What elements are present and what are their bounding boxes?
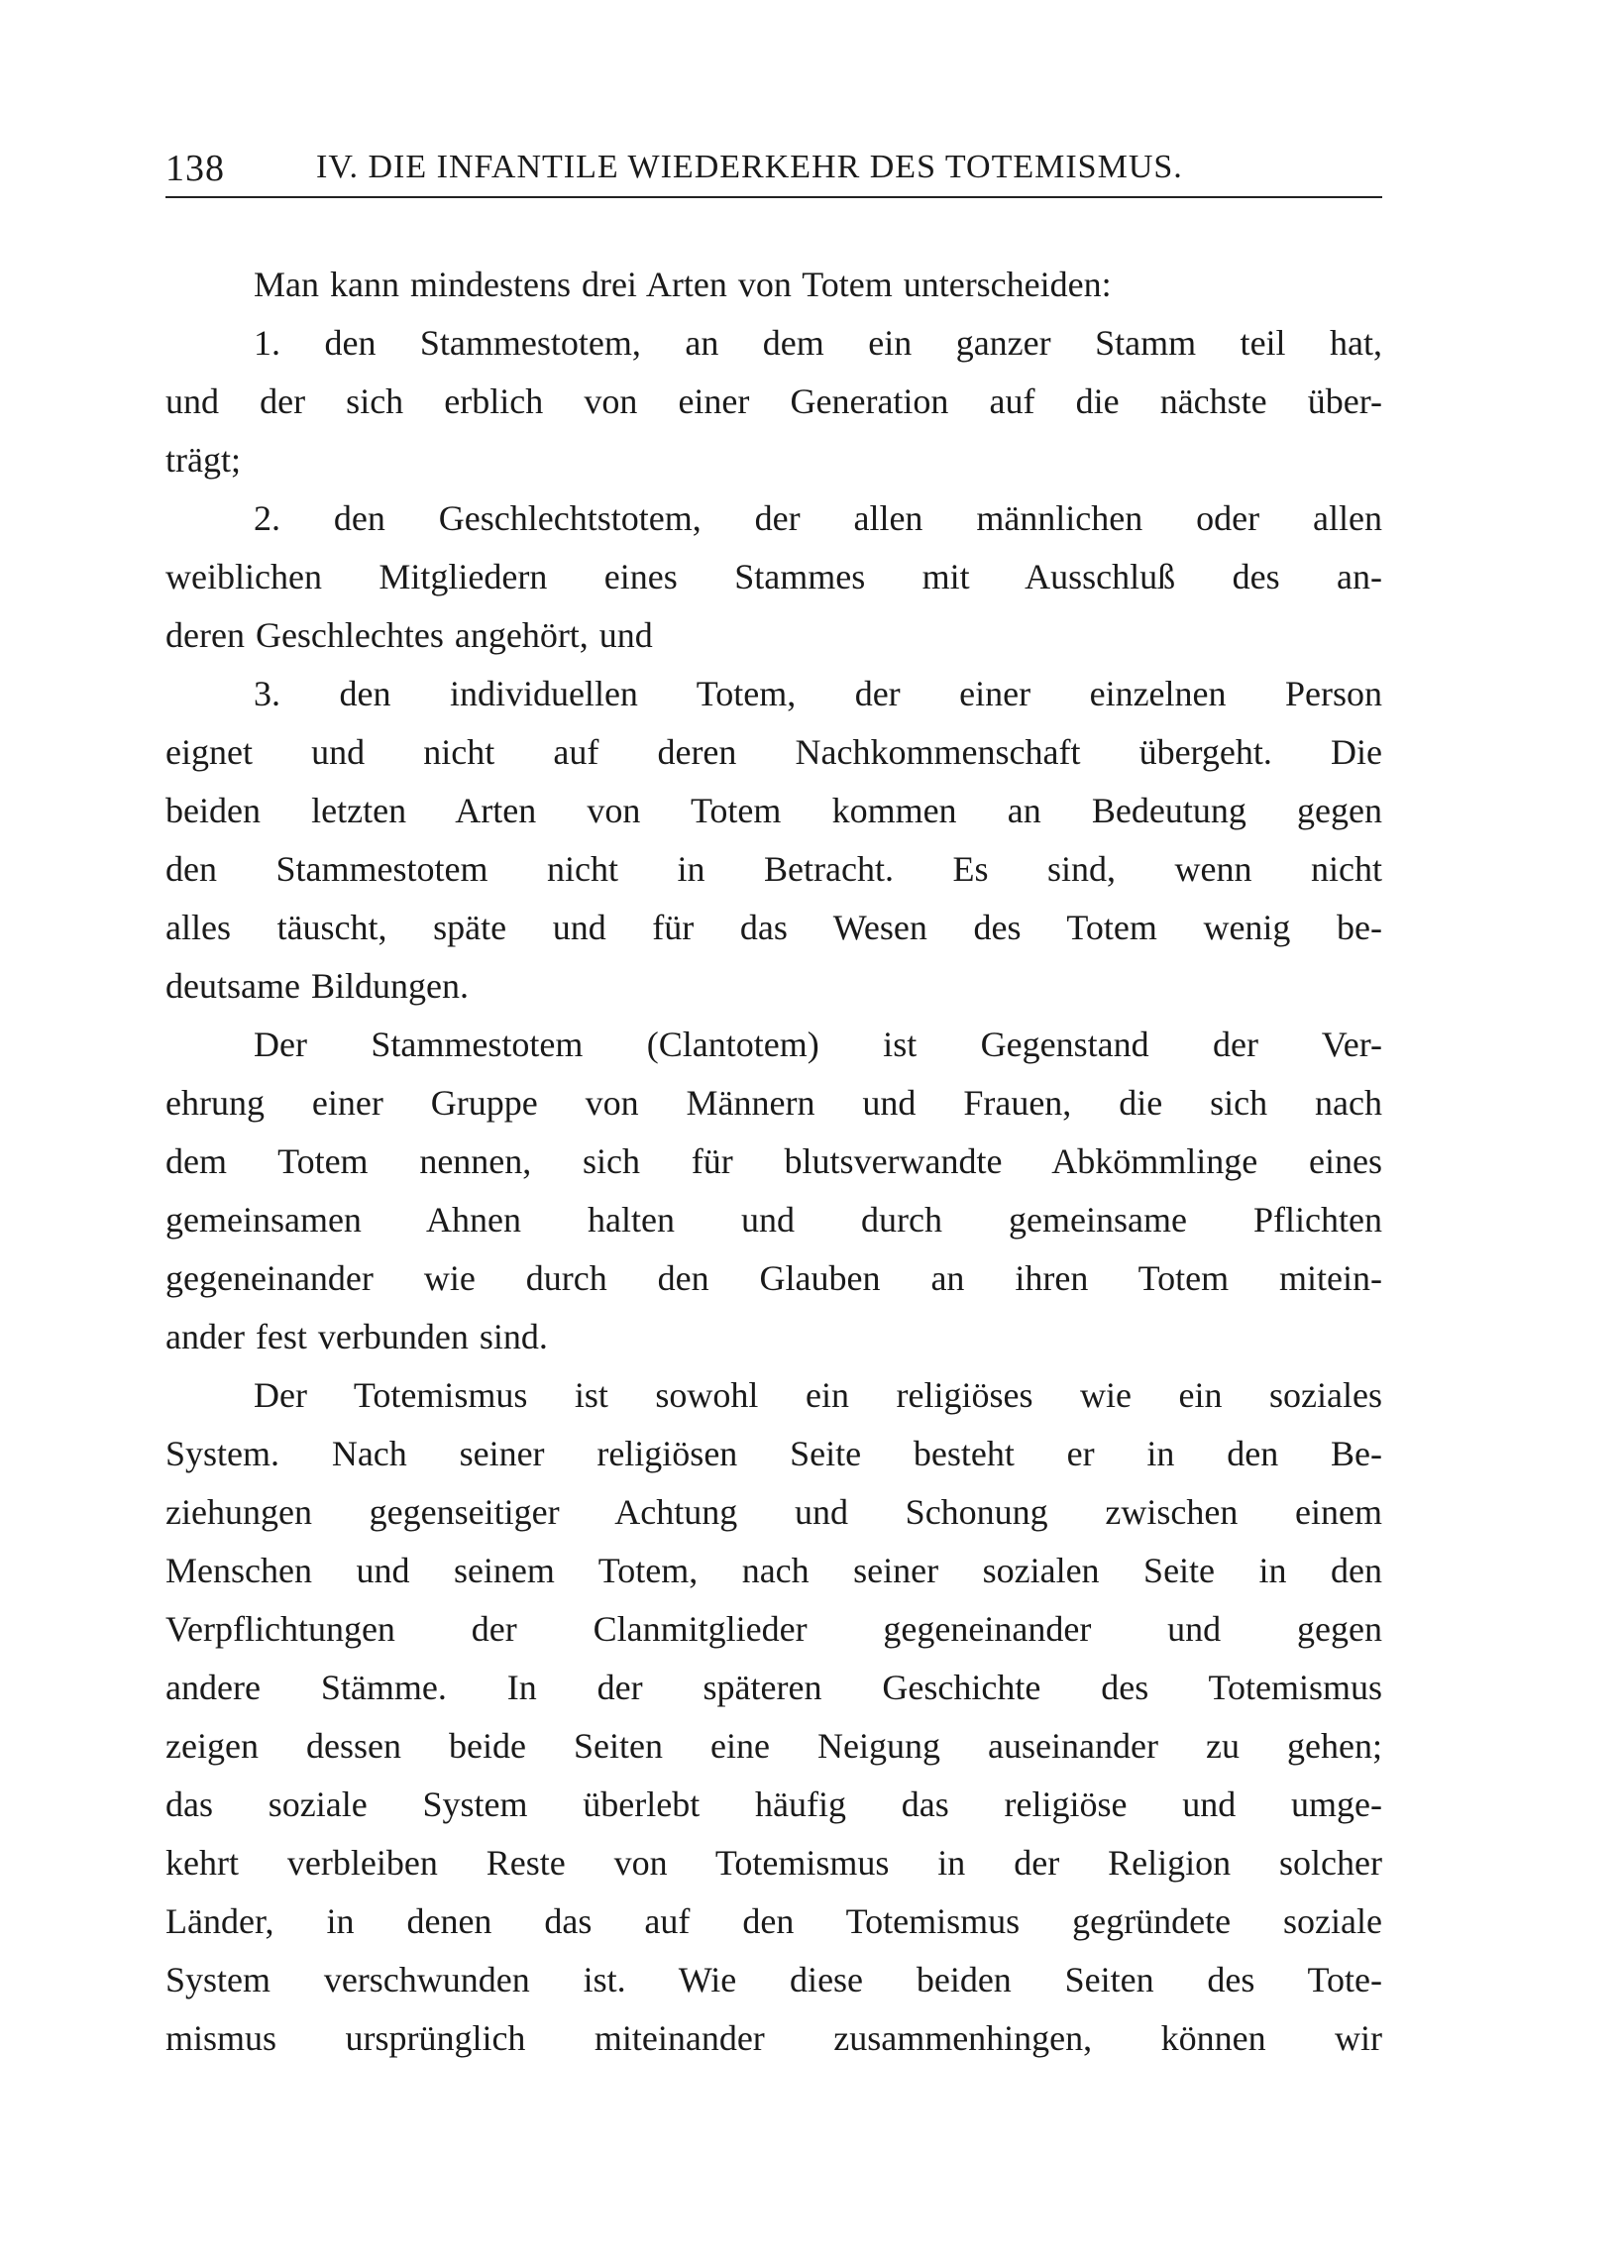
running-head [165, 139, 1382, 194]
text-line: ehrung einer Gruppe von Männern und Frauen, die sich nach [165, 1083, 1382, 1123]
paragraph-item-2 [165, 489, 1382, 665]
text-line: mismus ursprünglich miteinander zusammenhingen, können wir [165, 2018, 1382, 2058]
paragraph-intro [165, 256, 1382, 314]
text-line: gemeinsamen Ahnen halten und durch gemeinsame Pflichten [165, 1200, 1382, 1240]
text-line: alles täuscht, späte und für das Wesen des Totem wenig be- [165, 908, 1382, 947]
text-line: System. Nach seiner religiösen Seite besteht er in den Be- [165, 1434, 1382, 1473]
text-line: deutsame Bildungen. [165, 966, 469, 1006]
page-number: 138 [165, 148, 225, 189]
text-line: System verschwunden ist. Wie diese beiden Seiten des Tote- [165, 1960, 1382, 1999]
text-line: ziehungen gegenseitiger Achtung und Schonung zwischen einem [165, 1492, 1382, 1532]
text-line: kehrt verbleiben Reste von Totemismus in der Religion solcher [165, 1843, 1382, 1883]
body-text [165, 256, 1382, 2068]
text-line: Der Stammestotem (Clantotem) ist Gegenstand der Ver- [254, 1025, 1382, 1064]
text-line: 1. den Stammestotem, an dem ein ganzer Stamm teil hat, [254, 323, 1382, 363]
text-line: Der Totemismus ist sowohl ein religiöses wie ein soziales [254, 1375, 1382, 1415]
text-line: trägt; [165, 440, 241, 480]
text-line: das soziale System überlebt häufig das religiöse und umge- [165, 1784, 1382, 1824]
text-line: beiden letzten Arten von Totem kommen an Bedeutung gegen [165, 791, 1382, 830]
text-line: Menschen und seinem Totem, nach seiner sozialen Seite in den [165, 1551, 1382, 1590]
text-line: Länder, in denen das auf den Totemismus gegründete soziale [165, 1901, 1382, 1941]
text-line: und der sich erblich von einer Generation auf die nächste über- [165, 381, 1382, 421]
text-line: gegeneinander wie durch den Glauben an ihren Totem mitein- [165, 1258, 1382, 1298]
text-line: deren Geschlechtes angehört, und [165, 615, 653, 655]
paragraph-item-3 [165, 665, 1382, 1016]
text-line: Man kann mindestens drei Arten von Totem unterscheiden: [254, 265, 1112, 304]
text-line: den Stammestotem nicht in Betracht. Es sind, wenn nicht [165, 849, 1382, 889]
text-line: weiblichen Mitgliedern eines Stammes mit Ausschluß des an- [165, 557, 1382, 596]
text-line: 3. den individuellen Totem, der einer einzelnen Person [254, 674, 1382, 713]
paragraph-clantotem [165, 1016, 1382, 1366]
text-line: zeigen dessen beide Seiten eine Neigung auseinander zu gehen; [165, 1726, 1382, 1766]
text-line: Verpflichtungen der Clanmitglieder gegeneinander und gegen [165, 1609, 1382, 1649]
text-line: andere Stämme. In der späteren Geschichte des Totemismus [165, 1668, 1382, 1707]
text-line: ander fest verbunden sind. [165, 1317, 548, 1356]
header-rule [165, 196, 1382, 198]
text-line: dem Totem nennen, sich für blutsverwandte Abkömmlinge eines [165, 1141, 1382, 1181]
paragraph-item-1 [165, 314, 1382, 489]
text-line: 2. den Geschlechtstotem, der allen männlichen oder allen [254, 498, 1382, 538]
paragraph-totemismus [165, 1366, 1382, 2068]
chapter-title: IV. DIE INFANTILE WIEDERKEHR DES TOTEMISMUS. [316, 149, 1183, 185]
text-line: eignet und nicht auf deren Nachkommenschaft übergeht. Die [165, 732, 1382, 772]
